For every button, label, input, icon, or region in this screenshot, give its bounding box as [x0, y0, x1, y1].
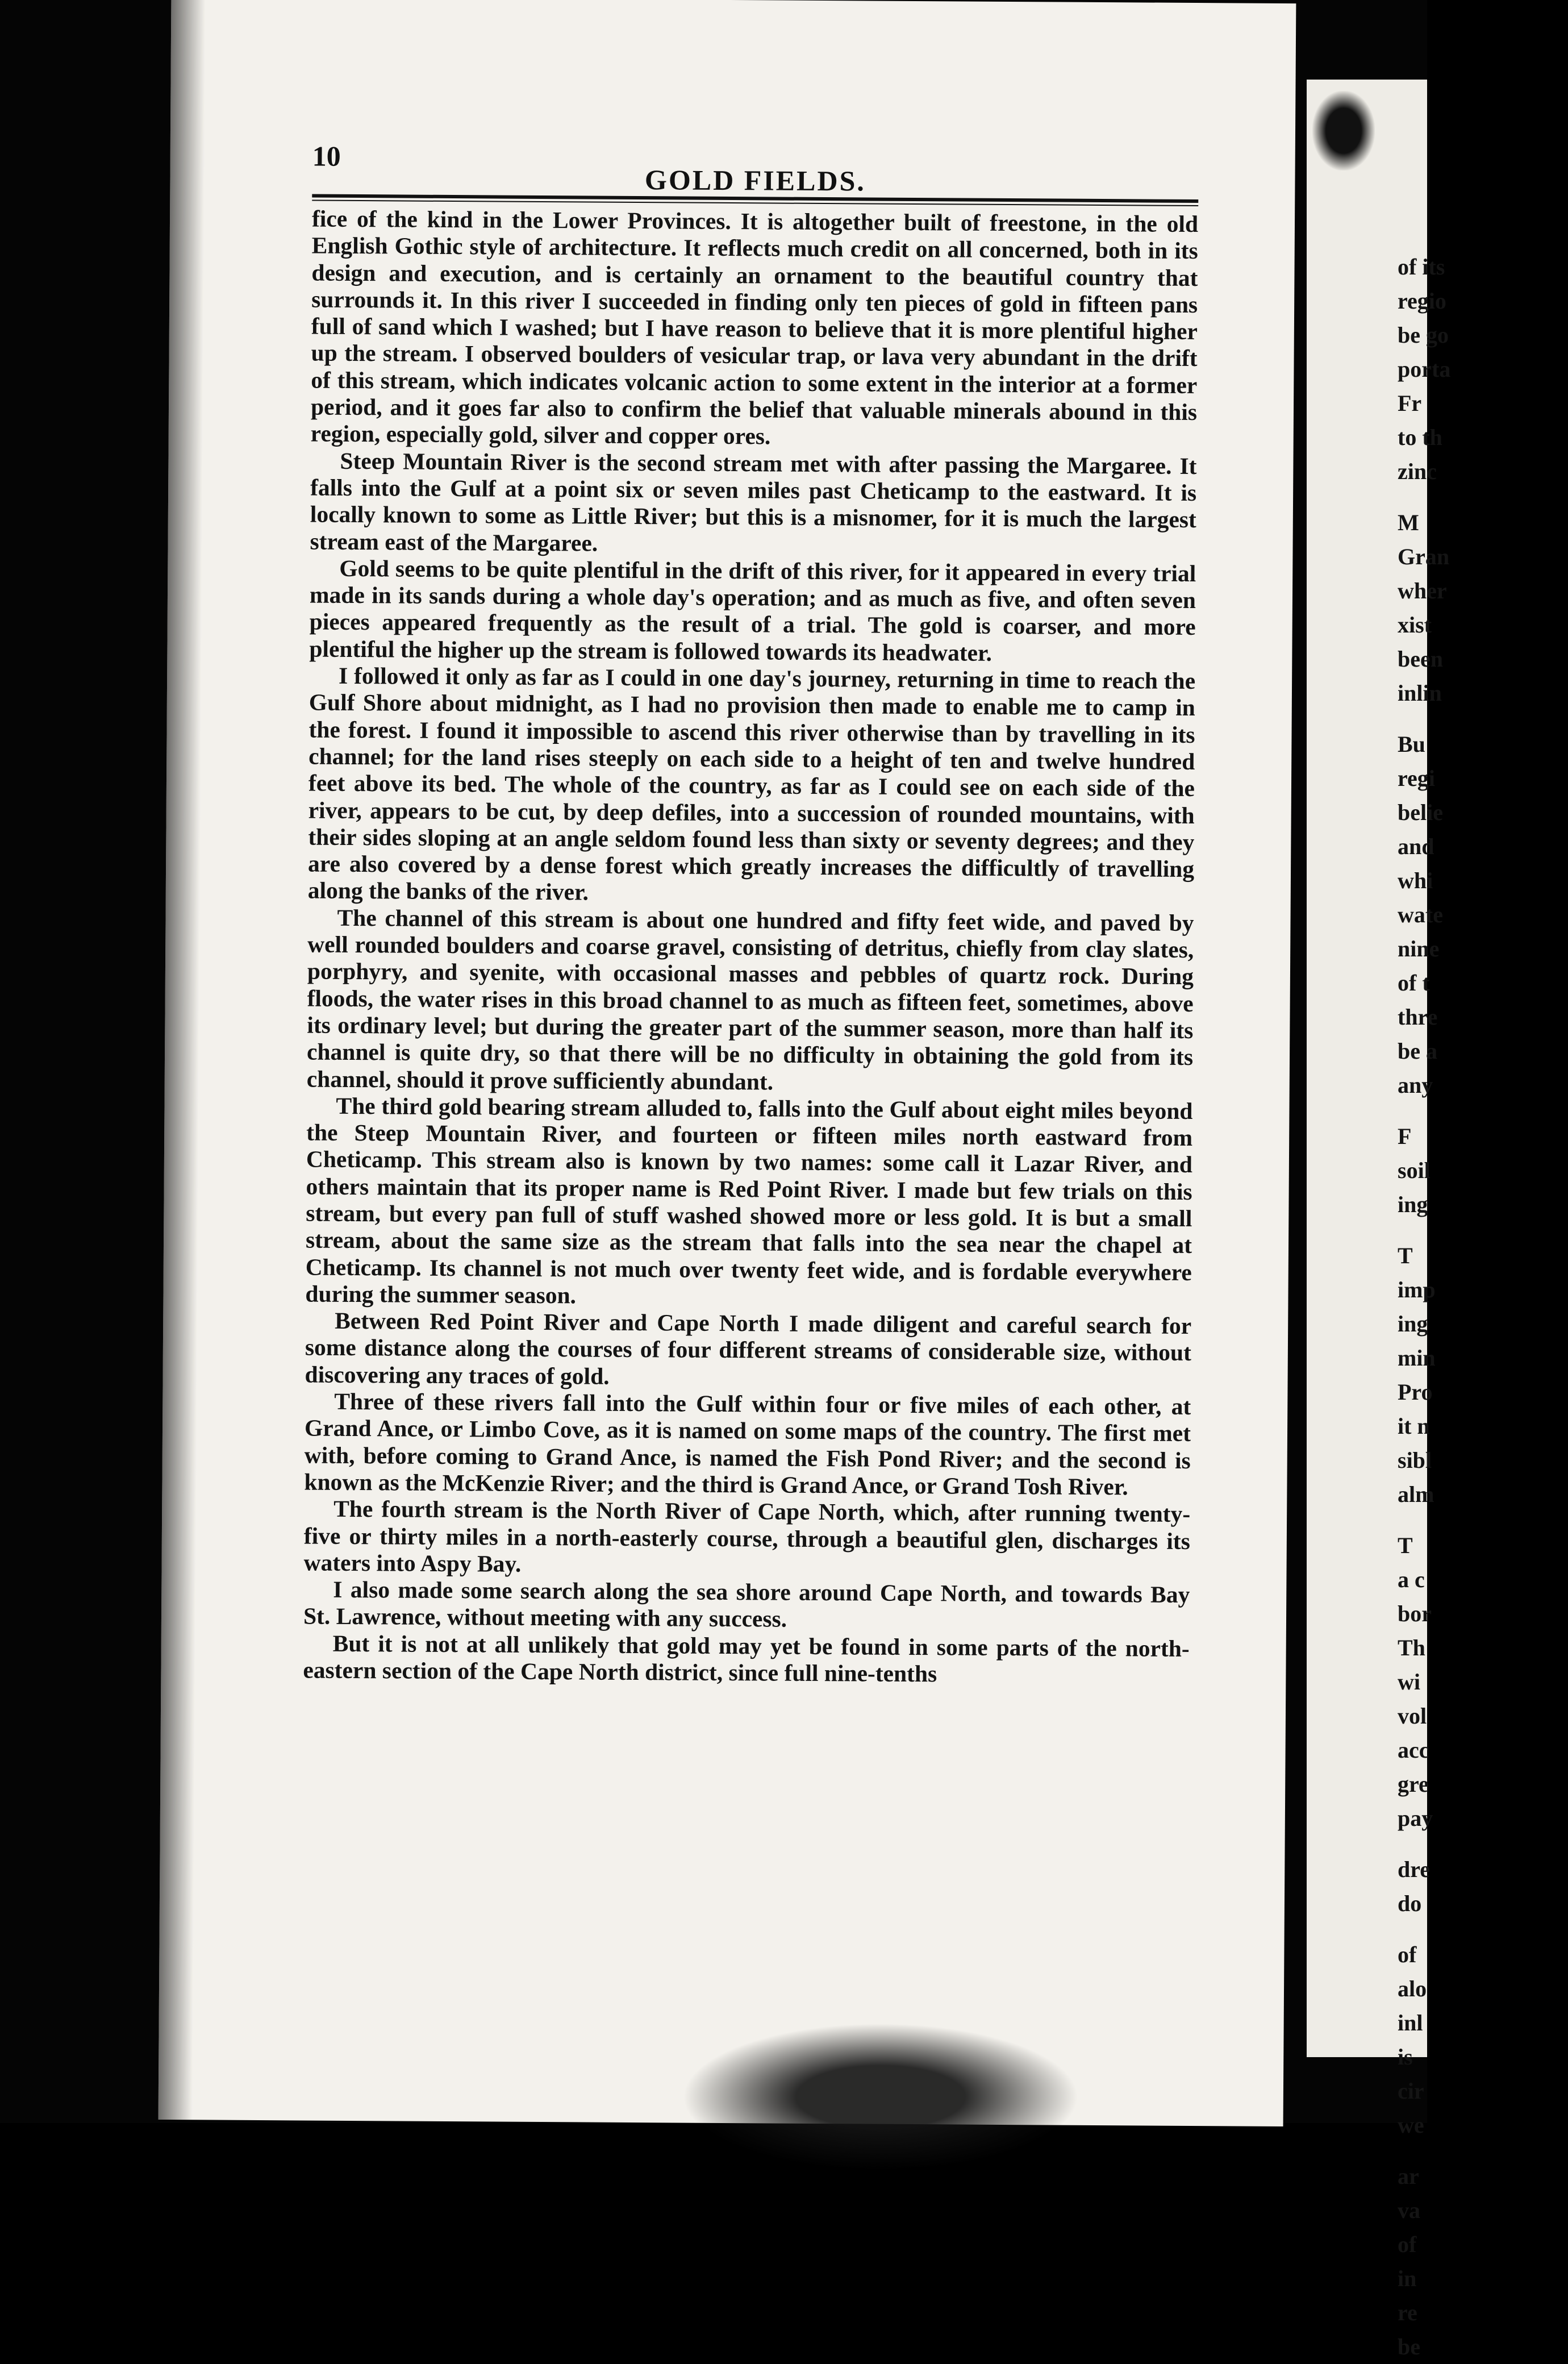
paragraph: The third gold bearing stream alluded to, falls into the Gulf about eight miles beyond the Steep Mountain River, and fourteen or fifteen miles north eastward from Cheticamp. This stream also is known by two names: some call it Lazar River, and others maintain that its proper name is Red Point River. I made but few trials on this stream, but every pan full of stuff washed showed more or less gold. It is but a small stream, about the same size as the stream that falls into the sea near the chapel at Cheticamp. Its channel is not much over twenty feet wide, and is fordable everywhere during the summer season.: [305, 1092, 1193, 1309]
facing-line-fragment: we: [1398, 2112, 1424, 2138]
facing-line-fragment: Gran: [1398, 544, 1450, 569]
facing-line-fragment: nine: [1398, 936, 1440, 962]
paragraph: I also made some search along the sea shore around Cape North, and towards Bay St. Lawrence, without meeting with any success.: [303, 1576, 1190, 1633]
facing-paragraph-gap: [1398, 1921, 1568, 1938]
facing-line-fragment: of t: [1398, 970, 1430, 996]
paragraph: Gold seems to be quite plentiful in the drift of this river, for it appeared in every trial made in its sands during a whole day's operation; and as much as five, and often seven pieces appeared frequently as the result of a trial. The gold is coarser, and more plentiful the higher up the stream is followed towards its headwater.: [309, 555, 1196, 666]
facing-paragraph-gap: [1398, 710, 1568, 727]
facing-line-fragment: zinc: [1398, 459, 1437, 484]
facing-line-fragment: sibl: [1398, 1447, 1432, 1473]
facing-line-fragment: of: [1398, 1942, 1417, 1967]
facing-page-text: [1398, 250, 1568, 2364]
facing-line-fragment: soil: [1398, 1158, 1431, 1183]
facing-line-fragment: Pro: [1398, 1379, 1433, 1405]
facing-line-fragment: wate: [1398, 902, 1443, 927]
facing-line-fragment: be a: [1398, 1038, 1437, 1064]
ink-blot: [1312, 91, 1375, 170]
facing-line-fragment: of its: [1398, 254, 1445, 280]
facing-line-fragment: acc: [1398, 1737, 1429, 1763]
facing-line-fragment: ing: [1398, 1311, 1428, 1337]
paragraph: I followed it only as far as I could in one day's journey, returning in time to reach the Gulf Shore about midnight, as I had no provision then made to enable me to camp in the forest. I found it impossible to ascend this river otherwise than by travelling in its channel; for the land rises steeply on each side to a height of ten and twelve hundred feet above its bed. The whole of the country, as far as I could see on each side of the river, appears to be cut, by deep defiles, into a succession of rounded mountains, with their sides sloping at an angle seldom found less than sixty or seventy degrees; and they are also covered by a dense forest which greatly increases the difficultly of travelling along the banks of the river.: [307, 662, 1196, 905]
facing-line-fragment: bor: [1398, 1601, 1432, 1626]
facing-line-fragment: in: [1398, 2266, 1417, 2291]
facing-line-fragment: alm: [1398, 1481, 1434, 1507]
facing-line-fragment: whi: [1398, 868, 1433, 893]
facing-paragraph-gap: [1398, 1512, 1568, 1529]
facing-line-fragment: ar: [1398, 2163, 1419, 2189]
book-page: [159, 0, 1296, 2126]
facing-line-fragment: belie: [1398, 800, 1443, 825]
facing-line-fragment: alo: [1398, 1976, 1427, 2001]
paragraph: Between Red Point River and Cape North I made diligent and careful search for some distance along the courses of four different streams of considerable size, without discovering any traces of gold.: [305, 1307, 1192, 1389]
facing-line-fragment: regi: [1398, 765, 1435, 791]
facing-line-fragment: pay: [1398, 1805, 1433, 1831]
page-number: 10: [312, 140, 341, 172]
facing-line-fragment: T: [1398, 1533, 1413, 1558]
paragraph: Steep Mountain River is the second stream met with after passing the Margaree. It falls into the Gulf at a point six or seven miles past Cheticamp to the eastward. It is locally known to some as Little River; but this is a misnomer, for it is much the largest stream east of the Margaree.: [310, 447, 1197, 556]
facing-line-fragment: to th: [1398, 424, 1442, 450]
facing-paragraph-gap: [1398, 1222, 1568, 1239]
facing-line-fragment: dre: [1398, 1857, 1431, 1882]
running-title: GOLD FIELDS.: [644, 164, 866, 197]
facing-line-fragment: wi: [1398, 1669, 1420, 1695]
facing-page: [1307, 80, 1451, 2359]
facing-line-fragment: a c: [1398, 1567, 1425, 1592]
facing-line-fragment: F: [1398, 1123, 1412, 1149]
facing-paragraph-gap: [1398, 489, 1568, 506]
facing-line-fragment: re: [1398, 2300, 1417, 2325]
facing-line-fragment: Th: [1398, 1635, 1425, 1660]
facing-line-fragment: is: [1398, 2044, 1413, 2070]
facing-line-fragment: be: [1398, 2334, 1420, 2359]
facing-line-fragment: Bu: [1398, 731, 1425, 757]
facing-line-fragment: of: [1398, 2232, 1417, 2257]
facing-line-fragment: inlin: [1398, 680, 1442, 706]
body-text: [303, 206, 1198, 1689]
facing-line-fragment: any: [1398, 1072, 1433, 1098]
facing-line-fragment: gre: [1398, 1771, 1429, 1797]
facing-line-fragment: do: [1398, 1891, 1422, 1916]
facing-line-fragment: porta: [1398, 356, 1451, 382]
facing-line-fragment: cir: [1398, 2078, 1424, 2104]
running-head: [312, 140, 1199, 197]
facing-paragraph-gap: [1398, 2142, 1568, 2159]
facing-line-fragment: min: [1398, 1345, 1436, 1371]
facing-line-fragment: wher: [1398, 578, 1447, 604]
paragraph: The fourth stream is the North River of Cape North, which, after running twenty-five or thirty miles in a north-easterly course, through a beautiful glen, discharges its waters into Aspy Bay.: [303, 1496, 1191, 1577]
facing-line-fragment: imp: [1398, 1277, 1436, 1302]
paragraph: But it is not at all unlikely that gold may yet be found in some parts of the north-eastern section of the Cape North district, since full nine-tenths: [303, 1630, 1190, 1687]
facing-line-fragment: M: [1398, 510, 1419, 535]
facing-line-fragment: and: [1398, 834, 1434, 859]
scan-smudge: [682, 2023, 1079, 2171]
page-content: [303, 140, 1199, 1689]
facing-line-fragment: xist: [1398, 612, 1432, 638]
facing-line-fragment: be go: [1398, 322, 1449, 348]
facing-line-fragment: thre: [1398, 1004, 1438, 1030]
paragraph: fice of the kind in the Lower Provinces. It is altogether built of freestone, in the old English Gothic style of architecture. It reflects much credit on all concerned, both in its design and execution, and is certainly an ornament to the beautiful country that surrounds it. In this river I succeeded in finding only ten pieces of gold in fifteen pans full of sand which I washed; but I have reason to believe that it is more plentiful higher up the stream. I observed boulders of vesicular trap, or lava very abundant in the drift of this stream, which indicates volcanic action to some extent in the interior at a former period, and it goes far also to confirm the belief that valuable minerals abound in this region, especially gold, silver and copper ores.: [310, 205, 1199, 450]
facing-line-fragment: regio: [1398, 288, 1446, 314]
facing-line-fragment: inl: [1398, 2010, 1423, 2036]
paragraph: Three of these rivers fall into the Gulf within four or five miles of each other, at Grand Ance, or Limbo Cove, as it is named on some maps of the country. The first met with, before coming to Grand Ance, is named the Fish Pond River; and the second is known as the McKenzie River; and the third is Grand Ance, or Grand Tosh River.: [304, 1388, 1191, 1500]
facing-line-fragment: T: [1398, 1243, 1413, 1268]
facing-paragraph-gap: [1398, 1836, 1568, 1853]
facing-line-fragment: ing: [1398, 1192, 1428, 1217]
facing-paragraph-gap: [1398, 1102, 1568, 1119]
facing-line-fragment: been: [1398, 646, 1443, 672]
facing-line-fragment: it n: [1398, 1413, 1430, 1439]
facing-line-fragment: va: [1398, 2197, 1420, 2223]
paragraph: The channel of this stream is about one hundred and fifty feet wide, and paved by well rounded boulders and coarse gravel, consisting of detritus, chiefly from clay slates, porphyry, and syenite, with occasional masses and pebbles of quartz rock. During floods, the water rises in this broad channel to as much as fifteen feet, sometimes, above its ordinary level; but during the greater part of the summer season, more than half its channel is quite dry, so that there will be no difficulty in obtaining the gold from its channel, should it prove sufficiently abundant.: [306, 904, 1194, 1094]
facing-line-fragment: vol: [1398, 1703, 1427, 1729]
facing-line-fragment: Fr: [1398, 390, 1422, 416]
